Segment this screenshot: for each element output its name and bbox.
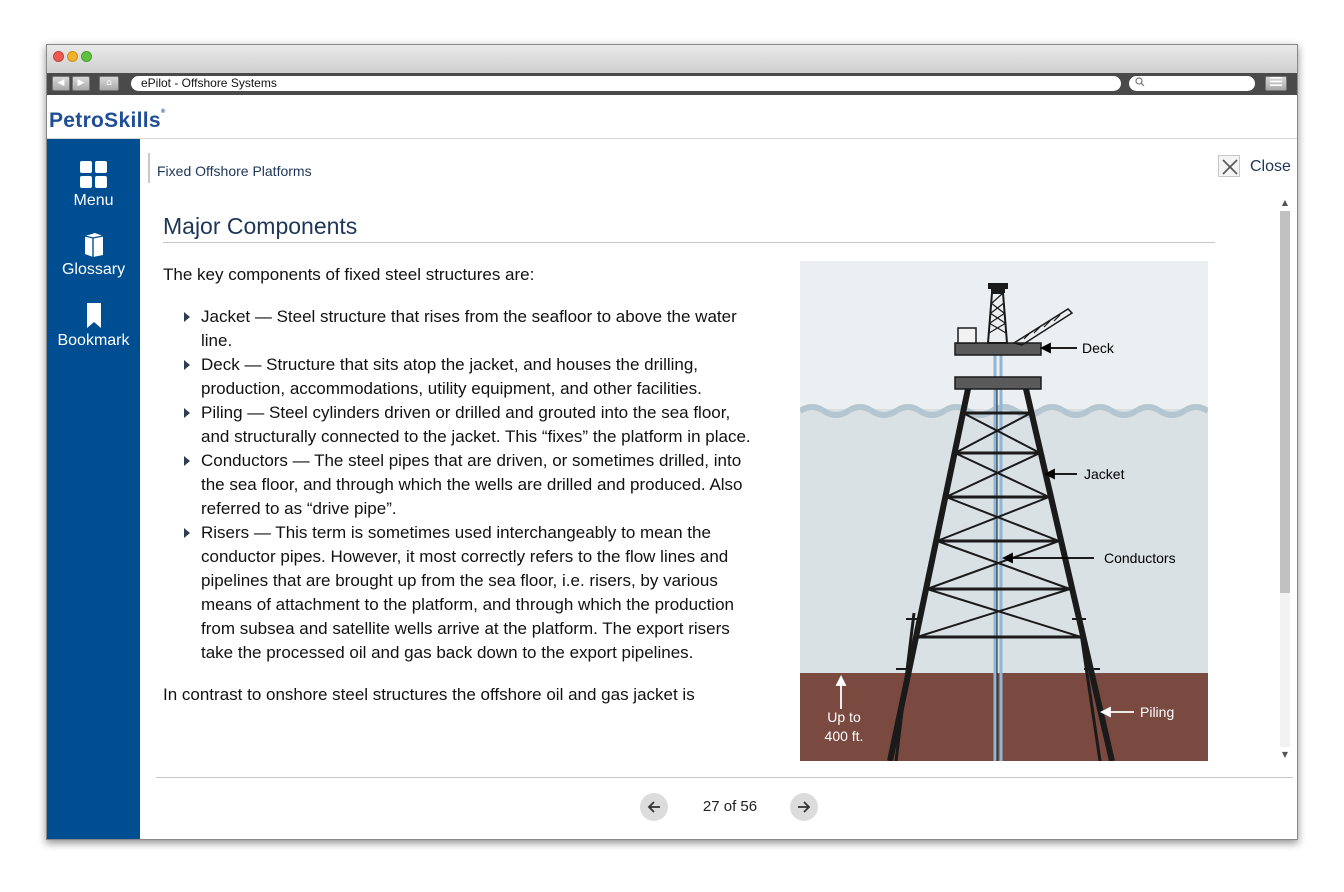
grid-icon <box>80 161 107 188</box>
sidebar-item-glossary[interactable] <box>47 231 140 279</box>
sidebar-item-label: Bookmark <box>57 332 130 349</box>
body-text <box>163 263 763 707</box>
vertical-scrollbar[interactable] <box>1278 197 1292 761</box>
forward-button[interactable]: ▶ <box>72 76 90 91</box>
sidebar <box>47 139 140 840</box>
close-icon <box>1218 155 1240 177</box>
bullet-arrow-icon <box>184 456 190 466</box>
list-item: Jacket — Steel structure that rises from the seafloor to above the water line. <box>201 305 763 353</box>
outro-paragraph: In contrast to onshore steel structures the offshore oil and gas jacket is <box>163 685 695 704</box>
list-item: Deck — Structure that sits atop the jacket, and houses the drilling, production, accommodations, utility equipment, and other facilities. <box>201 353 763 401</box>
arrow-right-icon <box>797 801 811 813</box>
depth-label-line2: 400 ft. <box>824 728 864 744</box>
browser-window <box>46 44 1298 840</box>
breadcrumb[interactable]: Fixed Offshore Platforms <box>148 153 312 183</box>
scroll-up-arrow-icon[interactable]: ▲ <box>1281 198 1289 207</box>
hamburger-icon <box>1270 77 1282 86</box>
next-page-button[interactable] <box>790 793 818 821</box>
bullet-arrow-icon <box>184 360 190 370</box>
scroll-thumb[interactable] <box>1280 211 1290 593</box>
search-input[interactable] <box>1129 76 1255 91</box>
deck-label: Deck <box>1082 340 1114 356</box>
petroskills-logo: PetroSkills® <box>49 109 166 132</box>
browser-menu-button[interactable] <box>1265 76 1287 91</box>
depth-label-line1: Up to <box>827 709 861 725</box>
bullet-arrow-icon <box>184 312 190 322</box>
book-icon <box>82 231 106 257</box>
page-counter: 27 of 56 <box>702 798 758 815</box>
scroll-down-arrow-icon[interactable]: ▼ <box>1281 750 1289 759</box>
list-item: Risers — This term is sometimes used interchangeably to mean the conductor pipes. However, it most correctly refers to the flow lines and pipelines that are brought up from the sea floor, i.e. risers, by various means of attachment to the platform, and through which the production from subsea and satellite wells arrive at the platform. The export risers take the processed oil and gas back down to the export pipelines. <box>201 521 763 665</box>
close-window-button[interactable] <box>53 51 64 62</box>
brand-header <box>47 95 1297 139</box>
home-button[interactable]: ⌂ <box>99 76 119 91</box>
platform-illustration <box>800 261 1208 761</box>
close-label: Close <box>1250 158 1291 175</box>
sidebar-item-menu[interactable] <box>47 161 140 210</box>
sidebar-item-bookmark[interactable] <box>47 303 140 350</box>
footer-divider <box>156 777 1293 778</box>
maximize-window-button[interactable] <box>81 51 92 62</box>
browser-toolbar <box>47 73 1297 95</box>
bullet-arrow-icon <box>184 528 190 538</box>
content-area <box>140 139 1298 840</box>
list-item: Piling — Steel cylinders driven or drilled and grouted into the sea floor, and structurally connected to the jacket. This “fixes” the platform in place. <box>201 401 763 449</box>
piling-label: Piling <box>1140 704 1175 720</box>
minimize-window-button[interactable] <box>67 51 78 62</box>
bookmark-icon <box>86 303 102 328</box>
page-title: Major Components <box>163 213 1215 243</box>
back-button[interactable]: ◀ <box>52 76 70 91</box>
arrow-left-icon <box>647 801 661 813</box>
magnifier-icon <box>1135 77 1145 87</box>
sidebar-item-label: Glossary <box>61 261 126 278</box>
title-bar <box>47 45 1297 73</box>
sidebar-item-label: Menu <box>73 192 114 209</box>
conductors-label: Conductors <box>1104 550 1176 566</box>
intro-paragraph: The key components of fixed steel structures are: <box>163 265 535 284</box>
previous-page-button[interactable] <box>640 793 668 821</box>
bullet-arrow-icon <box>184 408 190 418</box>
jacket-label: Jacket <box>1084 466 1125 482</box>
platform-diagram <box>800 261 1208 761</box>
address-bar[interactable]: ePilot - Offshore Systems <box>131 76 1121 91</box>
list-item: Conductors — The steel pipes that are driven, or sometimes drilled, into the sea floor, and through which the wells are drilled and produced. Also referred to as “drive pipe”. <box>201 449 763 521</box>
component-list <box>163 305 763 665</box>
